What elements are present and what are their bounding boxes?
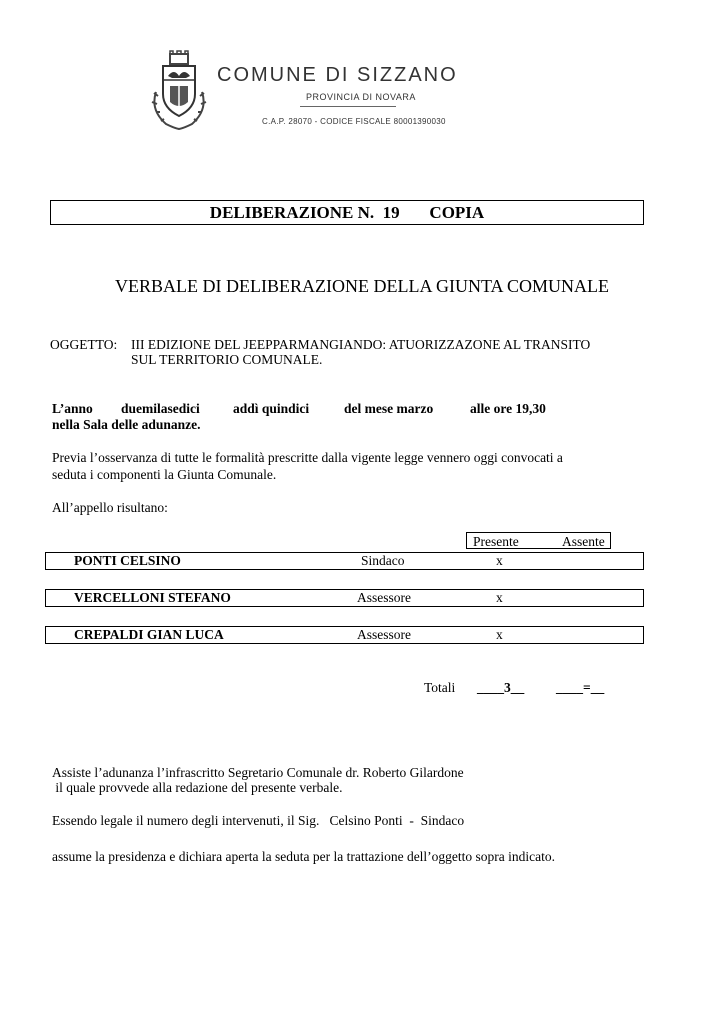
- secretary-line-2: il quale provvede alla redazione del presente verbale.: [52, 780, 343, 795]
- convocation-line-2: seduta i componenti la Giunta Comunale.: [52, 467, 277, 482]
- total-present: ____3__: [477, 680, 525, 695]
- total-absent: ____=__: [556, 680, 605, 695]
- postal-fiscal-code: C.A.P. 28070 - CODICE FISCALE 80001390030: [262, 117, 446, 126]
- municipality-name: COMUNE DI SIZZANO: [217, 64, 458, 86]
- member-role: Assessore: [357, 627, 411, 642]
- year-label: L’anno: [52, 401, 93, 416]
- member-role: Assessore: [357, 590, 411, 605]
- roll-call-label: All’appello risultano:: [52, 500, 168, 515]
- header-present: Presente: [473, 534, 519, 549]
- secretary-line-1: Assiste l’adunanza l’infrascritto Segretario Comunale dr. Roberto Gilardone: [52, 765, 464, 780]
- deliberation-title: DELIBERAZIONE N. 19 COPIA: [209, 203, 485, 222]
- verbale-title: VERBALE DI DELIBERAZIONE DELLA GIUNTA COMUNALE: [115, 276, 609, 296]
- member-name: PONTI CELSINO: [74, 553, 181, 568]
- member-present-mark: x: [496, 553, 503, 568]
- meeting-room: nella Sala delle adunanze.: [52, 417, 201, 432]
- day-value: addì quindici: [233, 401, 310, 416]
- member-name: VERCELLONI STEFANO: [74, 590, 231, 605]
- quorum-line: Essendo legale il numero degli intervenuti, il Sig. Celsino Ponti - Sindaco: [52, 813, 465, 828]
- letterhead-divider: [300, 106, 396, 107]
- subject-line-1: III EDIZIONE DEL JEEPPARMANGIANDO: ATUORIZZAZONE AL TRANSITO: [131, 337, 591, 352]
- province-name: PROVINCIA DI NOVARA: [306, 92, 416, 102]
- totals-label: Totali: [424, 680, 456, 695]
- member-present-mark: x: [496, 590, 503, 605]
- subject-label: OGGETTO:: [50, 337, 118, 352]
- coat-of-arms-icon: [148, 50, 210, 130]
- member-name: CREPALDI GIAN LUCA: [74, 627, 224, 642]
- header-absent: Assente: [562, 534, 605, 549]
- presidency-line: assume la presidenza e dichiara aperta la seduta per la trattazione dell’oggetto sopra indicato.: [52, 849, 556, 864]
- member-role: Sindaco: [361, 553, 405, 568]
- member-present-mark: x: [496, 627, 503, 642]
- year-value: duemilasedici: [121, 401, 200, 416]
- time-value: alle ore 19,30: [470, 401, 546, 416]
- subject-line-2: SUL TERRITORIO COMUNALE.: [131, 352, 323, 367]
- convocation-line-1: Previa l’osservanza di tutte le formalità prescritte dalla vigente legge vennero oggi convocati a: [52, 450, 563, 465]
- month-value: del mese marzo: [344, 401, 434, 416]
